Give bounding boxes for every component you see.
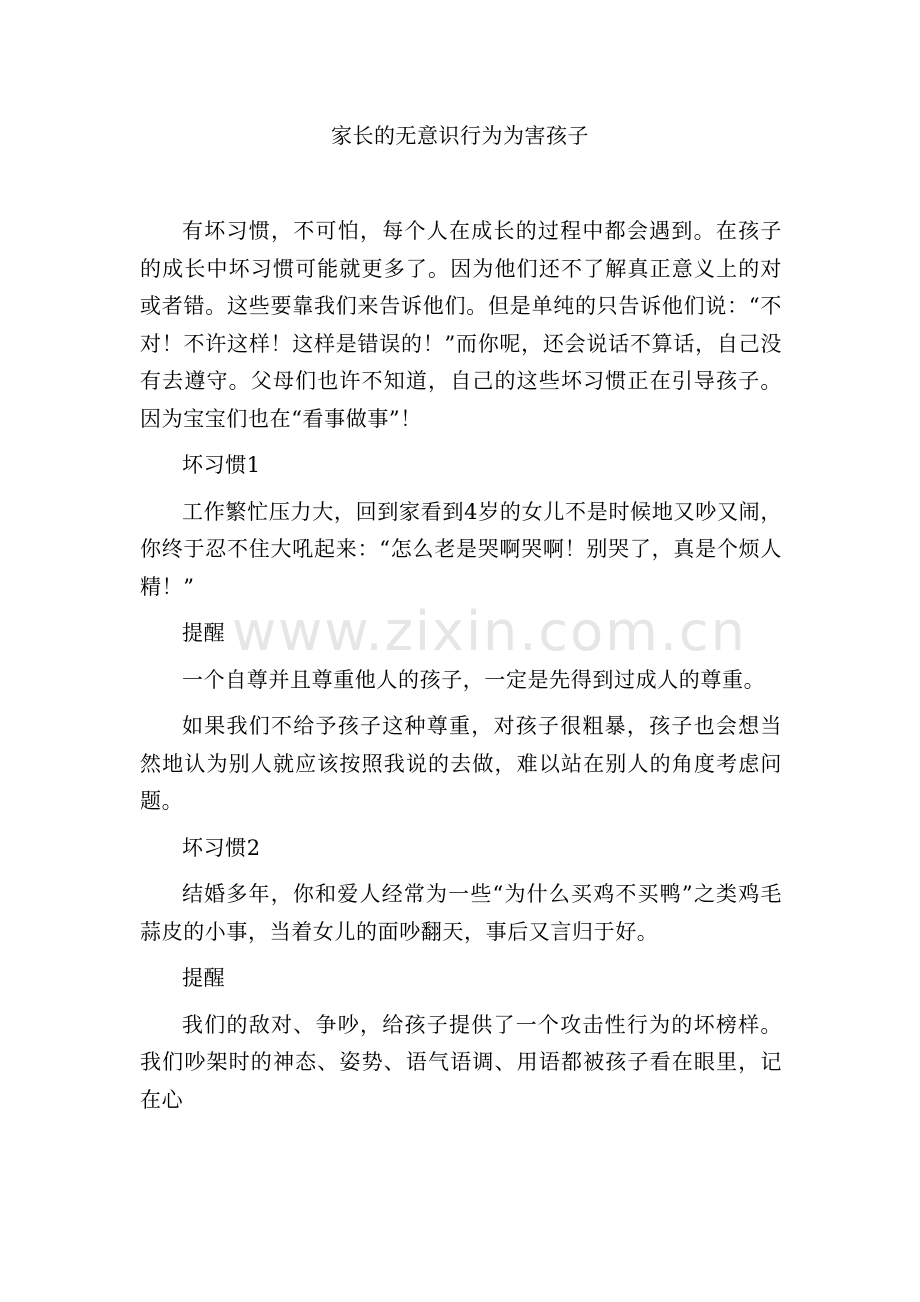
heading-bad-habit-2: 坏习惯2 <box>182 835 261 860</box>
watermark: www.zixin.com.cn <box>232 600 747 663</box>
heading-reminder-2: 提醒 <box>182 966 226 990</box>
paragraph-reminder-1a: 一个自尊并且尊重他人的孩子，一定是先得到过成人的尊重。 <box>182 667 766 692</box>
paragraph-bad-habit-1: 工作繁忙压力大，回到家看到4岁的女儿不是时候地又吵又闹，你终于忍不住大吼起来：“怎么老是哭啊哭啊！别哭了，真是个烦人精！” <box>140 499 782 599</box>
heading-bad-habit-1: 坏习惯1 <box>182 453 261 477</box>
document-title: 家长的无意识行为为害孩子 <box>331 124 589 148</box>
document-body <box>140 213 782 1128</box>
paragraph-reminder-1b: 如果我们不给予孩子这种尊重，对孩子很粗暴，孩子也会想当然地认为别人就应该按照我说的去做，难以站在别人的角度考虑问题。 <box>140 714 782 813</box>
paragraph-bad-habit-2: 结婚多年，你和爱人经常为一些“为什么买鸡不买鸭”之类鸡毛蒜皮的小事，当着女儿的面吵翻天，事后又言归于好。 <box>140 882 782 944</box>
paragraph-intro: 有坏习惯，不可怕，每个人在成长的过程中都会遇到。在孩子的成长中坏习惯可能就更多了。因为他们还不了解真正意义上的对或者错。这些要靠我们来告诉他们。但是单纯的只告诉他们说：“不对！不许这样！这样是错误的！”而你呢，还会说话不算话，自己没有去遵守。父母们也许不知道，自己的这些坏习惯正在引导孩子。因为宝宝们也在“看事做事”！ <box>140 219 782 431</box>
heading-reminder-1: 提醒 <box>182 621 226 645</box>
paragraph-reminder-2: 我们的敌对、争吵，给孩子提供了一个攻击性行为的坏榜样。我们吵架时的神态、姿势、语气语调、用语都被孩子看在眼里，记在心 <box>140 1012 782 1112</box>
